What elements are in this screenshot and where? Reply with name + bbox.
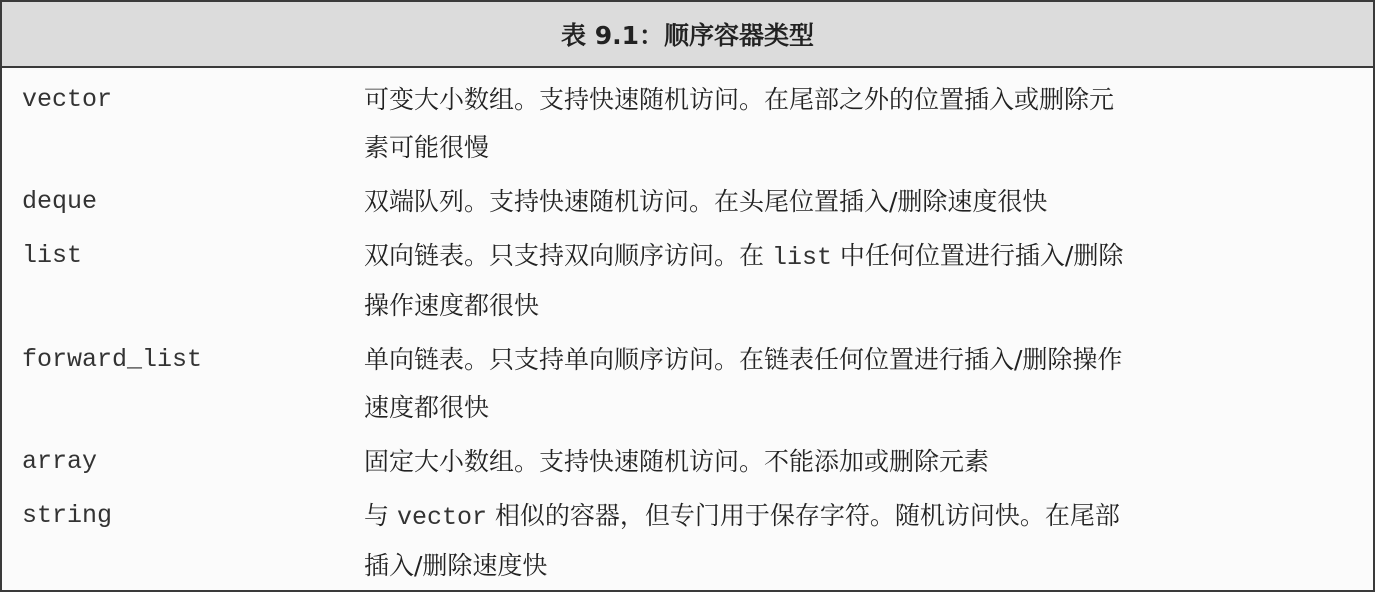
container-description <box>364 76 1344 172</box>
description-text: 与 <box>364 501 397 530</box>
container-name: forward_list <box>22 345 203 374</box>
table-row <box>2 178 1373 226</box>
description-line: 固定大小数组。支持快速随机访问。不能添加或删除元素 <box>364 447 990 476</box>
container-name: deque <box>22 187 98 216</box>
description-text: 双向链表。只支持双向顺序访问。在 <box>364 241 772 270</box>
container-name: vector <box>22 85 113 114</box>
description-line: 双端队列。支持快速随机访问。在头尾位置插入/删除速度很快 <box>364 187 1048 216</box>
description-line: 插入/删除速度快 <box>364 551 548 580</box>
container-description <box>364 232 1344 330</box>
container-name: string <box>22 501 113 530</box>
container-name: list <box>22 241 83 270</box>
container-description <box>364 492 1344 590</box>
description-text: 相似的容器，但专门用于保存字符。随机访问快。在尾部 <box>486 501 1120 530</box>
container-description <box>364 336 1344 432</box>
container-description <box>364 438 1344 486</box>
table-body <box>2 68 1373 590</box>
table-title: 表 9.1：顺序容器类型 <box>2 2 1373 68</box>
inline-code: vector <box>396 503 487 532</box>
inline-code: list <box>771 243 832 272</box>
container-description <box>364 178 1344 226</box>
description-line: 单向链表。只支持单向顺序访问。在链表任何位置进行插入/删除操作 <box>364 345 1123 374</box>
description-line <box>364 232 1344 282</box>
description-line <box>364 492 1344 542</box>
table-row <box>2 76 1373 172</box>
table-row <box>2 492 1373 590</box>
table-row <box>2 438 1373 486</box>
description-text: 中任何位置进行插入/删除 <box>831 241 1124 270</box>
container-name: array <box>22 447 98 476</box>
description-line: 素可能很慢 <box>364 133 490 162</box>
table-row <box>2 336 1373 432</box>
description-line: 可变大小数组。支持快速随机访问。在尾部之外的位置插入或删除元 <box>364 85 1115 114</box>
description-line: 速度都很快 <box>364 393 490 422</box>
description-line: 操作速度都很快 <box>364 291 540 320</box>
table-row <box>2 232 1373 330</box>
